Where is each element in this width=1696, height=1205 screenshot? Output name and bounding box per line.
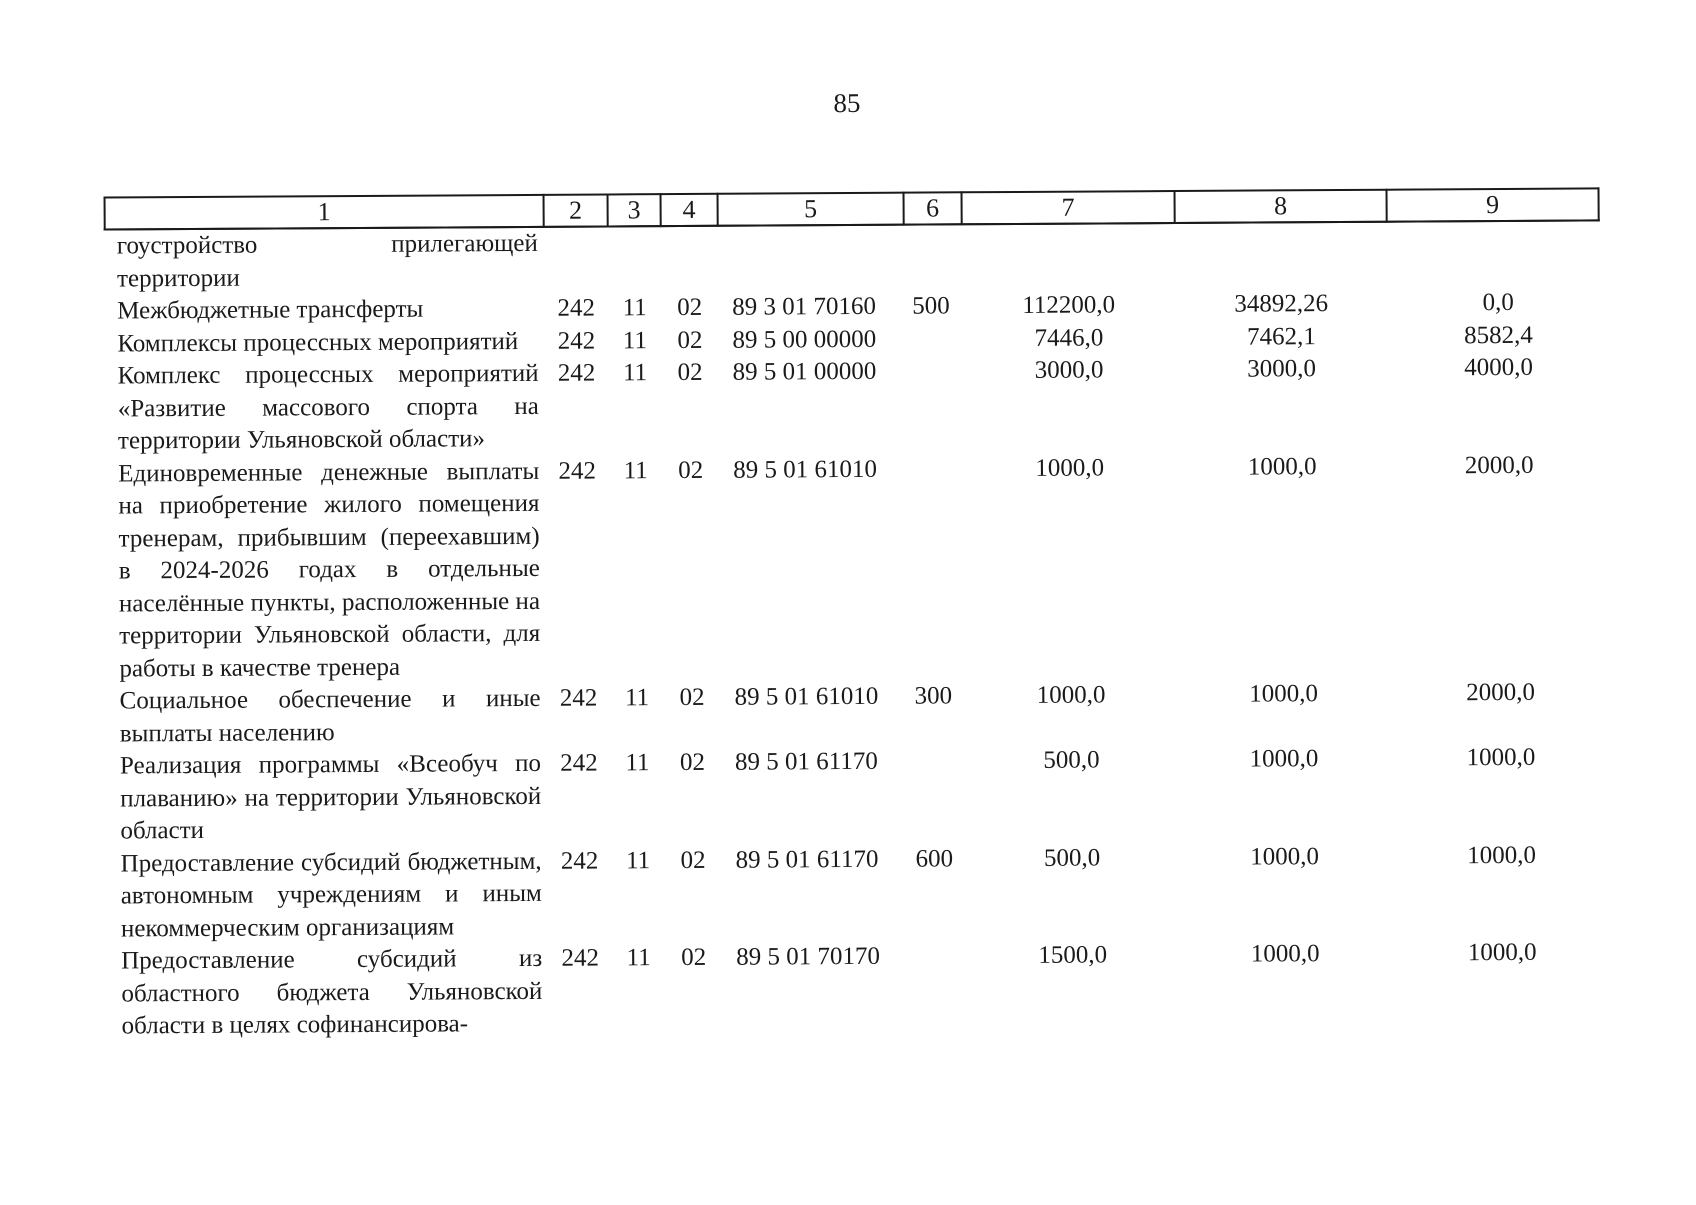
row-section: 11: [624, 684, 650, 712]
row-subsection: 02: [678, 456, 704, 484]
row-target-article: [718, 225, 904, 292]
row-value-8: 34892,26: [1234, 290, 1329, 318]
row-section: 11: [622, 326, 648, 354]
row-subsection: 02: [677, 358, 703, 387]
table-row: [106, 351, 1601, 458]
row-section: 11: [622, 294, 647, 322]
row-expense-type: [905, 355, 964, 453]
header-col-1: 1: [105, 195, 544, 230]
row-value-9: 1000,0: [1467, 938, 1537, 967]
row-value-9: 0,0: [1482, 288, 1514, 317]
table-row: [108, 741, 1603, 848]
row-value-8: 3000,0: [1247, 355, 1317, 383]
row-value-9: 2000,0: [1464, 451, 1534, 479]
row-expense-type: 500: [912, 292, 950, 320]
row-value-7: 1000,0: [1035, 453, 1105, 482]
table-row: [105, 220, 1599, 295]
row-value-8: 1000,0: [1250, 842, 1320, 871]
row-subsection: 02: [680, 846, 706, 874]
row-target-article: 89 5 01 00000: [732, 357, 877, 386]
row-name: гоустройство прилегающей территории: [116, 229, 538, 292]
row-value-9: 1000,0: [1466, 743, 1536, 772]
row-subsection: 02: [681, 943, 707, 972]
row-value-8: 7462,1: [1246, 322, 1316, 351]
row-section: 11: [625, 846, 651, 874]
header-col-5: 5: [718, 193, 904, 226]
header-col-8: 8: [1175, 190, 1387, 223]
header-col-3: 3: [608, 194, 661, 226]
row-section: 11: [625, 749, 650, 777]
row-section: [608, 226, 661, 292]
row-value-8: 1000,0: [1247, 452, 1317, 481]
row-target-article: 89 5 00 00000: [732, 325, 877, 354]
row-name: Комплекс процессных мероприятий «Развитие массового спорта на территории Ульяновской области»: [117, 359, 539, 455]
row-expense-type: [905, 453, 964, 681]
row-code: 242: [559, 684, 598, 712]
row-code: 242: [558, 457, 597, 485]
row-target-article: 89 3 01 70160: [732, 292, 877, 321]
row-value-7: [962, 223, 1175, 290]
row-value-8: 1000,0: [1249, 745, 1319, 773]
row-subsection: 02: [679, 748, 706, 777]
header-col-4: 4: [661, 194, 718, 226]
header-col-2: 2: [544, 194, 608, 226]
row-expense-type: [904, 224, 962, 290]
row-name: Предоставление субсидий бюджетным, автономным учреждениям и иным некоммерческим организациям: [120, 847, 542, 942]
row-code: 242: [560, 749, 598, 777]
row-expense-type: 600: [915, 844, 954, 873]
row-name: Единовременные денежные выплаты на приобретение жилого помещения тренерам, прибывшим (переехавшим) в 2024-2026 годах в отдельные населённые пункты, расположенные на территории Ульяновской области, для работы в качестве тренера: [118, 457, 541, 682]
row-code: [544, 226, 608, 292]
row-name: Межбюджетные трансферты: [117, 295, 424, 325]
header-col-6: 6: [904, 192, 962, 224]
header-col-7: 7: [962, 191, 1175, 224]
row-name: Комплексы процессных мероприятий: [117, 327, 519, 357]
row-target-article: 89 5 01 70170: [736, 942, 881, 971]
row-code: 242: [560, 847, 599, 875]
row-target-article: 89 5 01 61010: [734, 682, 879, 711]
row-name: Социальное обеспечение и иные выплаты населению: [119, 684, 541, 747]
row-section: 11: [626, 944, 651, 972]
row-subsection: [661, 226, 718, 292]
table-row: [109, 839, 1604, 946]
header-col-9: 9: [1387, 188, 1599, 221]
table-row: [109, 936, 1604, 1043]
table-row: [106, 449, 1601, 686]
row-code: 242: [557, 327, 596, 355]
row-value-7: 500,0: [1043, 746, 1100, 774]
row-value-9: 8582,4: [1463, 321, 1533, 349]
table-body: [105, 220, 1604, 1043]
row-target-article: 89 5 01 61010: [733, 455, 878, 484]
row-subsection: 02: [679, 683, 705, 712]
row-name: Реализация программы «Всеобуч по плаванию» на территории Ульяновской области: [119, 749, 542, 845]
row-section: 11: [622, 359, 648, 387]
row-section: 11: [623, 456, 648, 484]
row-expense-type: [908, 940, 967, 1038]
row-value-9: 2000,0: [1466, 678, 1536, 707]
row-expense-type: [907, 745, 966, 843]
row-value-8: 1000,0: [1249, 680, 1319, 708]
page-number: 85: [833, 87, 861, 119]
row-code: 242: [557, 294, 596, 322]
table-row: [108, 676, 1602, 750]
row-value-9: 1000,0: [1467, 841, 1537, 869]
row-value-7: 500,0: [1043, 843, 1101, 872]
row-code: 242: [561, 944, 600, 972]
row-target-article: 89 5 01 61170: [734, 747, 878, 776]
row-value-7: 7446,0: [1034, 323, 1104, 352]
row-value-7: 1000,0: [1036, 681, 1106, 709]
row-expense-type: [904, 323, 962, 356]
row-subsection: 02: [677, 293, 703, 322]
row-name: Предоставление субсидий из областного бюджета Ульяновской области в целях софинансирова-: [121, 944, 543, 1040]
row-value-8: 1000,0: [1250, 940, 1320, 968]
row-value-8: [1175, 222, 1387, 289]
row-value-7: 1500,0: [1038, 941, 1108, 969]
row-code: 242: [557, 359, 596, 387]
row-value-9: [1387, 220, 1599, 287]
row-subsection: 02: [677, 326, 703, 354]
row-target-article: 89 5 01 61170: [735, 845, 879, 874]
budget-table: [104, 187, 1605, 1043]
row-expense-type: 300: [914, 682, 953, 710]
row-value-9: 4000,0: [1464, 353, 1534, 382]
row-value-7: 3000,0: [1034, 356, 1104, 384]
row-value-7: 112200,0: [1022, 291, 1116, 319]
